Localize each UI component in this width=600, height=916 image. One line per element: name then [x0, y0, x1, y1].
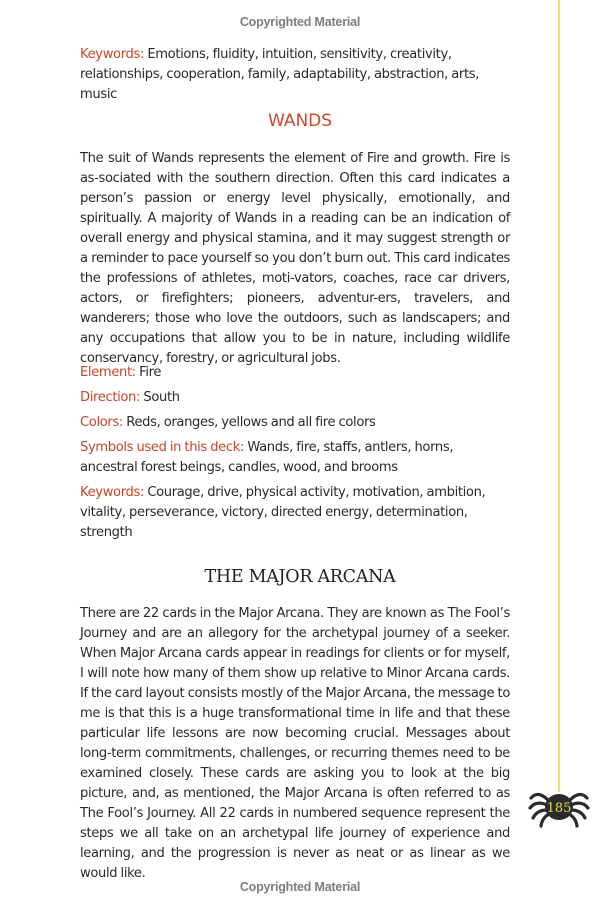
copyright-watermark-top: Copyrighted Material	[239, 15, 361, 29]
top-keywords	[80, 45, 510, 105]
attribute-colors	[80, 413, 510, 433]
section-heading-major-arcana: THE MAJOR ARCANA	[204, 567, 396, 587]
attribute-value: Reds, oranges, yellows and all fire colors	[122, 415, 376, 430]
attribute-keywords	[80, 483, 510, 543]
page-number: 185	[546, 801, 572, 816]
attribute-symbols	[80, 438, 510, 478]
attribute-label: Element:	[80, 365, 136, 380]
attribute-element	[80, 363, 510, 383]
attribute-label: Colors:	[80, 415, 123, 430]
attribute-value: Fire	[135, 365, 162, 380]
spider-icon	[528, 784, 590, 832]
section-heading-wands: WANDS	[267, 111, 333, 131]
major-arcana-paragraph: There are 22 cards in the Major Arcana. They are known as The Fool’s Journey and are an allegory for the archetypal journey of a seeker. When Major Arcana cards appear in readings for clients or for myself, I will note how many of them show up relative to Minor Arcana cards. If the card layout consists mostly of the Major Arcana, the message to me is that this is a huge transformational time in life and that these particular life lessons are now becoming crucial. Messages about long-term commitments, challenges, or recurring themes need to be examined closely. These cards are asking you to look at the big picture, and, as mentioned, the Major Arcana is often referred to as The Fool’s Journey. All 22 cards in numbered sequence represent the steps we all take on an archetypal life journey of experience and learning, and the progression is never as neat or as linear as we would like.	[80, 606, 510, 881]
attribute-label: Direction:	[80, 390, 141, 405]
attribute-value: South	[140, 390, 180, 405]
keywords-value: Emotions, fluidity, intuition, sensitivity, creativity, relationships, cooperation, family, adaptability, abstraction, arts, music	[80, 47, 480, 102]
attribute-value: Courage, drive, physical activity, motivation, ambition, vitality, perseverance, victory, directed energy, determination, strength	[80, 485, 486, 540]
keywords-label: Keywords:	[80, 47, 145, 62]
attribute-direction	[80, 388, 510, 408]
attribute-value: Wands, fire, staffs, antlers, horns, ancestral forest beings, candles, wood, and brooms	[80, 440, 454, 475]
copyright-watermark-bottom: Copyrighted Material	[239, 880, 361, 894]
attribute-label: Keywords:	[80, 485, 145, 500]
wands-attributes	[80, 363, 510, 548]
wands-paragraph: The suit of Wands represents the element of Fire and growth. Fire is as-sociated with the southern direction. Often this card indicates a person’s passion or energy level physically, emotionally, and spiritually. A majority of Wands in a reading can be an indication of overall energy and physical stamina, and it may suggest strength or a reminder to pace yourself so you don’t burn out. This card indicates the professions of athletes, moti-vators, coaches, race car drivers, actors, or firefighters; pioneers, adventur-ers, travelers, and wanderers; those who love the outdoors, such as landscapers; and any occupations that allow you to be in nature, including wildlife conservancy, forestry, or agricultural jobs.	[80, 151, 510, 366]
attribute-label: Symbols used in this deck:	[80, 440, 245, 455]
